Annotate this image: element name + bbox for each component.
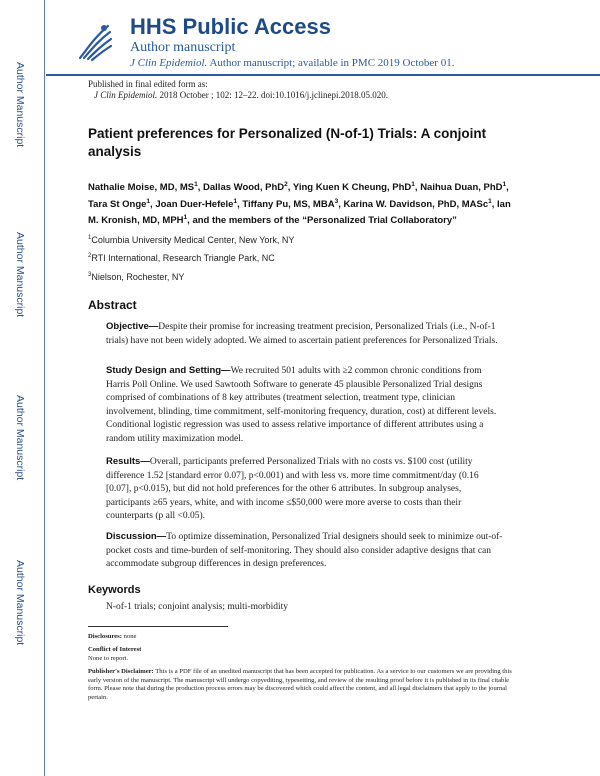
disclosures-note: Disclosures: none — [88, 633, 137, 640]
footnote-rule — [88, 626, 228, 627]
hhs-eagle-logo-icon — [74, 18, 116, 64]
header-availability: Author manuscript; available in PMC 2019 October 01. — [209, 57, 455, 69]
sidebar-label: Author Manuscript — [14, 560, 26, 646]
sidebar-label: Author Manuscript — [14, 395, 26, 481]
sidebar-divider — [44, 0, 45, 776]
abstract-objective: Objective—Despite their promise for increasing treatment precision, Personalized Trials (i.e., N-of-1 trials) have not been widely adopted. We aimed to ascertain patient preferences for Personalized Trials. — [106, 321, 498, 346]
affiliation: $^1$Columbia University Medical Center, New York, NY — [88, 235, 295, 245]
header-rule — [46, 74, 600, 76]
abstract-discussion: Discussion—To optimize dissemination, Personalized Trial designers should seek to minimize out-of-pocket costs and time-burden of self-monitoring. They should also consider adaptive designs that can accommodate subgroup differences in design preferences. — [106, 531, 503, 569]
publication-details: 2018 October ; 102: 12–22. doi:10.1016/j.jclinepi.2018.05.020. — [159, 90, 388, 100]
published-note: Published in final edited form as: — [88, 79, 208, 89]
affiliation: $^2$RTI International, Research Triangle Park, NC — [88, 253, 275, 263]
abstract-heading: Abstract — [88, 298, 137, 312]
author-manuscript-sidebar — [0, 0, 45, 776]
author: Joan Duer-Hefele$^1$ — [155, 197, 238, 210]
publisher-disclaimer: Publisher's Disclaimer: This is a PDF file of an unedited manuscript that has been accepted for publication. As a service to our customers we are providing this early version of the manuscript. The manuscript will undergo copyediting, typesetting, and review of the resulting proof before it is published in its final citable form. Please note that during the production process errors may be discovered which could affect the content, and all legal disclaimers that apply to the journal pertain. — [88, 668, 512, 701]
author-manuscript-label: Author manuscript — [130, 40, 236, 55]
keywords-heading: Keywords — [88, 584, 141, 596]
sidebar-label: Author Manuscript — [14, 62, 26, 148]
affiliation: $^3$Nielson, Rochester, NY — [88, 272, 185, 282]
author: Dallas Wood, PhD$^2$ — [203, 181, 288, 194]
sidebar-label: Author Manuscript — [14, 232, 26, 318]
author: Naihua Duan, PhD$^1$ — [420, 181, 507, 194]
author: Karina W. Davidson, PhD, MASc$^1$ — [343, 197, 492, 210]
keywords-text: N-of-1 trials; conjoint analysis; multi-morbidity — [106, 602, 289, 612]
author: Tara St Onge$^1$ — [88, 197, 151, 210]
header-journal: J Clin Epidemiol. — [130, 57, 208, 69]
article-title: Patient preferences for Personalized (N-of-1) Trials: A conjoint analysis — [88, 126, 487, 159]
header-citation — [130, 57, 454, 69]
author-list: Nathalie Moise, MD, $MS^1$, Dallas Wood, PhD$^2$, Ying Kuen K Cheung, PhD$^1$, Naihua Duan, PhD$^1$, Tara St Onge$^1$, Joan Duer-Hefele$^1$, Tiffany Pu, MS, MBA$^3$, Karina W. Davidson, PhD, MASc$^1$, Ian M. Kronish, MD, MPH$^1$, and the members of the “Personalized Trial Collaboratory” — [88, 181, 511, 227]
hhs-public-access-title: HHS Public Access — [130, 14, 331, 39]
authors-tail: and the members of the “Personalized Trial Collaboratory” — [192, 215, 457, 227]
abstract-results: Results—Overall, participants preferred Personalized Trials with no costs vs. $100 cost (utility difference 1.52 [standard error 0.07], p<0.001) and with less vs. more time commitment/day (0.16 [0.07], p<0.015), but did not hold preferences for the other 6 attributes. In subgroup analyses, participants ≥65 years, white, and with income ≤$50,000 were more averse to costs than their counterparts (p all <0.05). — [106, 456, 479, 521]
conflict-of-interest-note: Conflict of Interest None to report. — [88, 646, 142, 662]
author: Ian M. Kronish, MD, MPH$^1$ — [88, 198, 511, 227]
publication-journal: J Clin Epidemiol. — [94, 90, 158, 100]
publication-citation — [94, 90, 388, 100]
abstract-study-design: Study Design and Setting—We recruited 501 adults with ≥2 common chronic conditions from Harris Poll Online. We used Sawtooth Software to generate 45 plausible Personalized Trial designs comprised of combinations of 8 key attributes (treatment selection, treatment type, clinician involvement, blinding, time commitment, self-monitoring frequency, duration, cost) at different levels. Conditional logistic regression was used to assess relative importance of different attributes using a random utility maximization model. — [106, 365, 497, 444]
author: Tiffany Pu, MS, MBA$^3$ — [242, 197, 339, 210]
author: Ying Kuen K Cheung, PhD$^1$ — [292, 181, 415, 194]
author: Nathalie Moise, MD, $MS^1$ — [88, 181, 198, 194]
